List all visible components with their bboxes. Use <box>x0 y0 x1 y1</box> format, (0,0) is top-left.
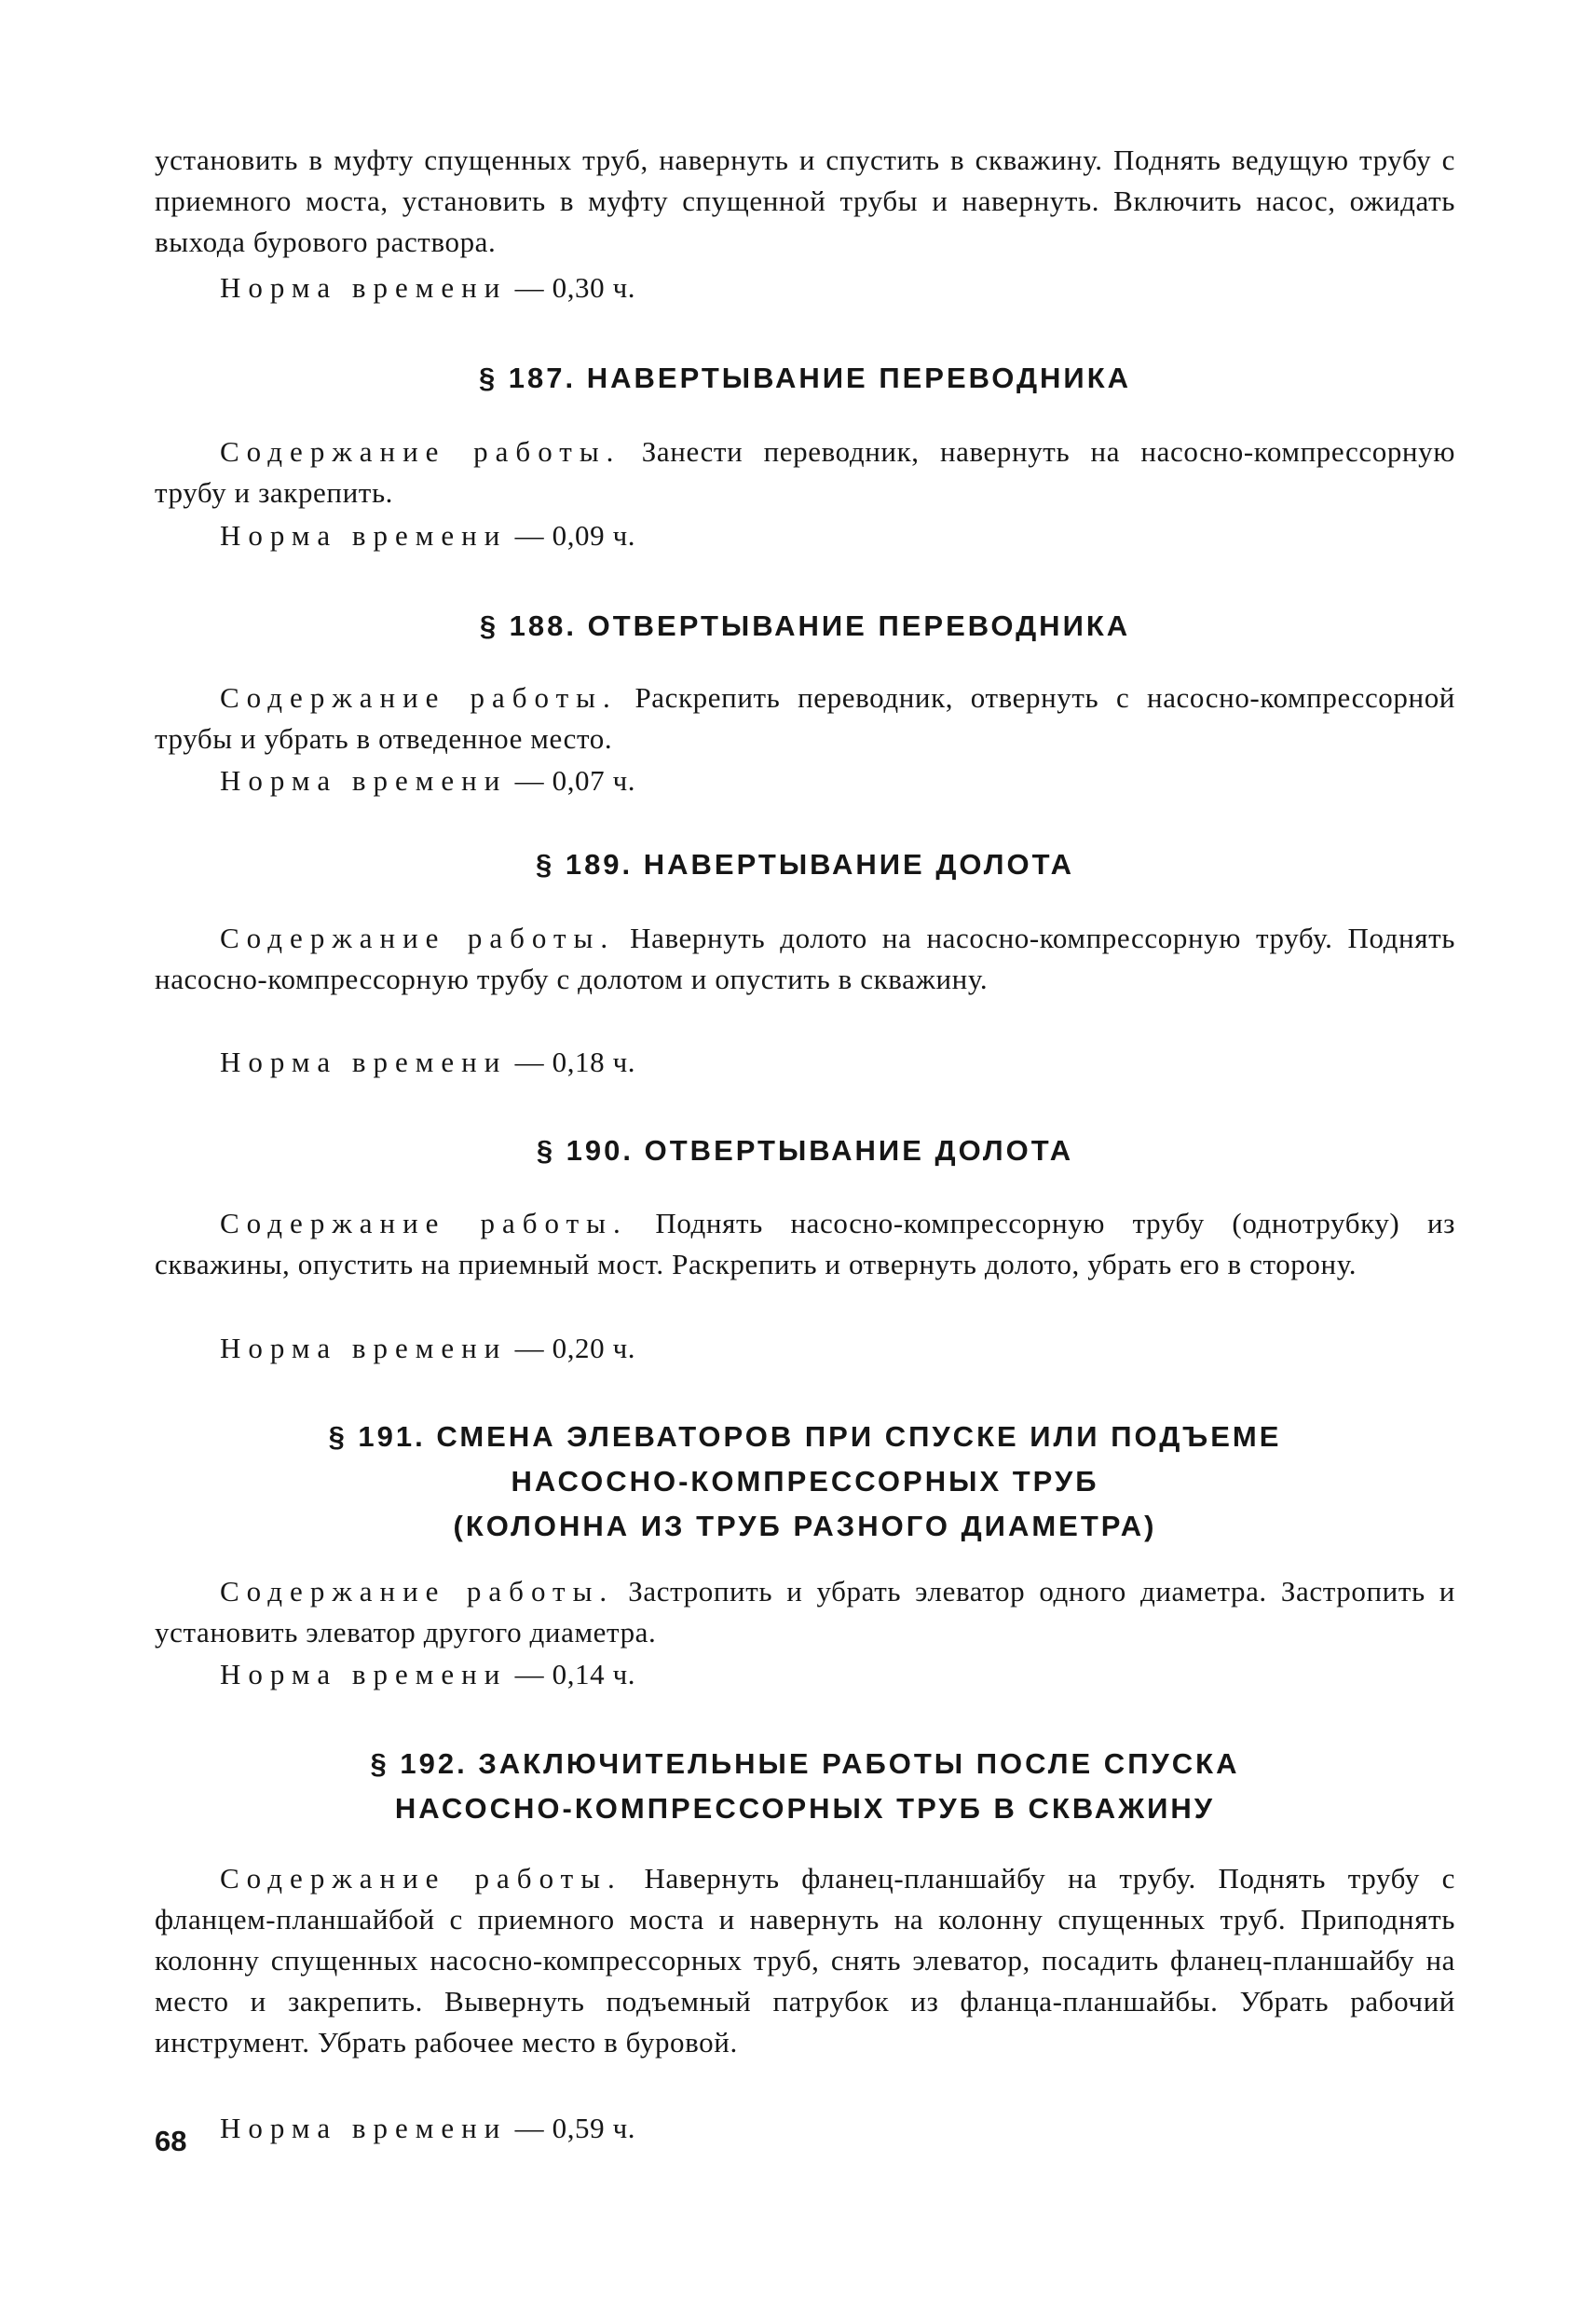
norm-value: — 0,18 ч. <box>514 1046 636 1078</box>
content-label: Содержание работы. <box>220 435 621 468</box>
section-189-norm <box>220 1042 635 1083</box>
content-label: Содержание работы. <box>220 1575 615 1607</box>
content-label: Содержание работы. <box>220 1862 622 1895</box>
section-190-title: § 190. ОТВЕРТЫВАНИЕ ДОЛОТА <box>536 1134 1074 1167</box>
content-label: Содержание работы. <box>220 1207 628 1239</box>
section-191-norm <box>220 1654 635 1695</box>
norm-label: Норма времени <box>220 764 508 797</box>
intro-paragraph <box>155 140 1455 263</box>
section-190-norm <box>220 1328 635 1369</box>
content-text: Раскрепить переводник, отвернуть с насосно-компрессорной трубы и убрать в отведенное место. <box>155 681 1455 755</box>
content-text: Навернуть фланец-планшайбу на трубу. Поднять трубу с фланцем-планшайбой с приемного моста и навернуть на колонну спущенных труб. Приподнять колонну спущенных насосно-компрессорных труб, снять элеватор, посадить фланец-планшайбу на место и закрепить. Вывернуть подъемный патрубок из фланца-планшайбы. Убрать рабочий инструмент. Убрать рабочее место в буровой. <box>155 1862 1455 2059</box>
norm-label: Норма времени <box>220 519 508 552</box>
content-label: Содержание работы. <box>220 681 618 714</box>
section-192-content <box>155 1858 1455 2063</box>
section-188-content <box>155 677 1455 759</box>
section-190-content <box>155 1203 1455 1285</box>
norm-label: Норма времени <box>220 2112 508 2144</box>
intro-body: установить в муфту спущенных труб, навернуть и спустить в скважину. Поднять ведущую трубу с приемного моста, установить в муфту спущенной трубы и навернуть. Включить насос, ожидать выхода бурового раствора. <box>155 144 1455 258</box>
norm-label: Норма времени <box>220 1332 508 1364</box>
content-text: Застропить и убрать элеватор одного диаметра. Застропить и установить элеватор другого диаметра. <box>155 1575 1455 1648</box>
intro-norm <box>220 267 635 308</box>
norm-value: — 0,59 ч. <box>514 2112 636 2144</box>
section-187-content <box>155 431 1455 513</box>
norm-label: Норма времени <box>220 1658 508 1690</box>
section-192-title <box>155 1742 1455 1831</box>
section-191-title-line: НАСОСНО-КОМПРЕССОРНЫХ ТРУБ <box>511 1465 1099 1498</box>
section-187-title: § 187. НАВЕРТЫВАНИЕ ПЕРЕВОДНИКА <box>478 362 1132 394</box>
section-191-content <box>155 1571 1455 1653</box>
content-text: Поднять насосно-компрессорную трубу (однотрубку) из скважины, опустить на приемный мост. Раскрепить и отвернуть долото, убрать его в сторону. <box>155 1207 1455 1280</box>
content-text: Навернуть долото на насосно-компрессорную трубу. Поднять насосно-компрессорную трубу с долотом и опустить в скважину. <box>155 922 1455 995</box>
page-number: 68 <box>155 2125 187 2157</box>
section-189-title: § 189. НАВЕРТЫВАНИЕ ДОЛОТА <box>535 848 1075 881</box>
section-191-title-line: (КОЛОННА ИЗ ТРУБ РАЗНОГО ДИАМЕТРА) <box>453 1510 1157 1542</box>
section-189-content <box>155 918 1455 1000</box>
content-text: Занести переводник, навернуть на насосно-компрессорную трубу и закрепить. <box>155 435 1455 509</box>
section-188-norm <box>220 760 635 801</box>
norm-label: Норма времени <box>220 1046 508 1078</box>
section-192-title-line: НАСОСНО-КОМПРЕССОРНЫХ ТРУБ В СКВАЖИНУ <box>394 1792 1216 1825</box>
section-192-norm <box>220 2108 635 2149</box>
norm-value: — 0,14 ч. <box>514 1658 636 1690</box>
section-191-title <box>155 1415 1455 1549</box>
section-188-title: § 188. ОТВЕРТЫВАНИЕ ПЕРЕВОДНИКА <box>479 609 1131 642</box>
norm-label: Норма времени <box>220 271 508 304</box>
norm-value: — 0,07 ч. <box>514 764 636 797</box>
section-191-title-line: § 191. СМЕНА ЭЛЕВАТОРОВ ПРИ СПУСКЕ ИЛИ ПОДЪЕМЕ <box>328 1420 1282 1453</box>
norm-value: — 0,30 ч. <box>514 271 636 304</box>
norm-value: — 0,09 ч. <box>514 519 636 552</box>
section-187-norm <box>220 515 635 556</box>
content-label: Содержание работы. <box>220 922 616 954</box>
norm-value: — 0,20 ч. <box>514 1332 636 1364</box>
section-192-title-line: § 192. ЗАКЛЮЧИТЕЛЬНЫЕ РАБОТЫ ПОСЛЕ СПУСКА <box>370 1747 1240 1780</box>
